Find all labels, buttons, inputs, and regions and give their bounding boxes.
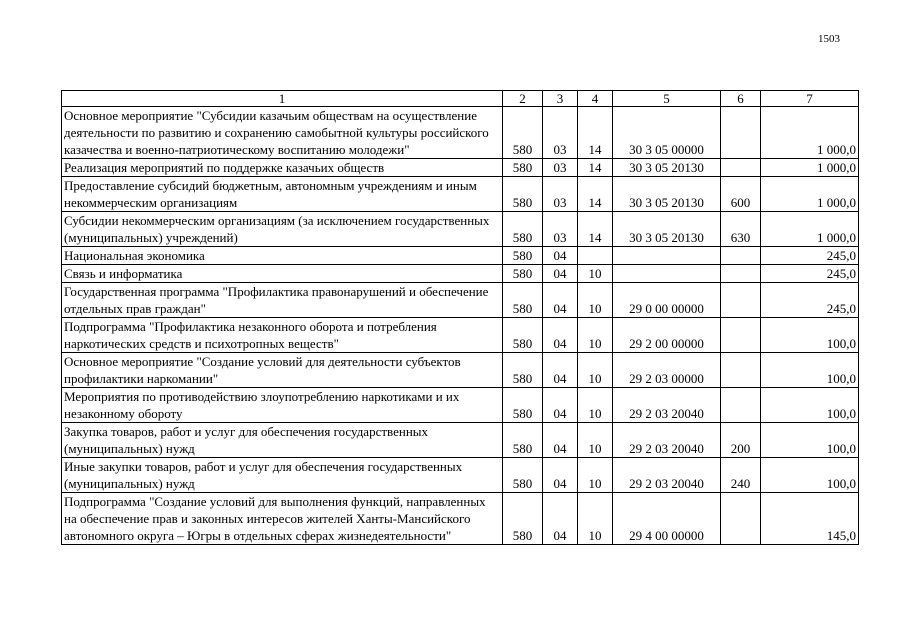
subsection-code: 14: [578, 177, 613, 212]
column-header: 4: [578, 91, 613, 107]
expense-type-code: [721, 107, 761, 159]
amount: 1 000,0: [761, 177, 859, 212]
expense-type-code: [721, 247, 761, 265]
target-article-code: 29 2 03 00000: [613, 353, 721, 388]
table-row: [62, 159, 859, 177]
ministry-code: 580: [503, 247, 543, 265]
section-code: 03: [543, 177, 578, 212]
column-header: 7: [761, 91, 859, 107]
column-header: 2: [503, 91, 543, 107]
table-body: [62, 107, 859, 545]
amount: 100,0: [761, 423, 859, 458]
target-article-code: 30 3 05 20130: [613, 177, 721, 212]
column-header: 1: [62, 91, 503, 107]
table-row: [62, 265, 859, 283]
ministry-code: 580: [503, 107, 543, 159]
ministry-code: 580: [503, 283, 543, 318]
target-article-code: 29 2 03 20040: [613, 458, 721, 493]
row-name: Подпрограмма "Создание условий для выполнения функций, направленных на обеспечение прав и законных интересов жителей Ханты-Мансийского автономного округа – Югры в отдельных сферах жизнедеятельности": [62, 493, 503, 545]
amount: 1 000,0: [761, 212, 859, 247]
row-name: Государственная программа "Профилактика правонарушений и обеспечение отдельных прав граждан": [62, 283, 503, 318]
row-name: Закупка товаров, работ и услуг для обеспечения государственных (муниципальных) нужд: [62, 423, 503, 458]
subsection-code: 10: [578, 493, 613, 545]
row-name: Мероприятия по противодействию злоупотреблению наркотиками и их незаконному обороту: [62, 388, 503, 423]
expense-type-code: [721, 388, 761, 423]
row-name: Реализация мероприятий по поддержке казачьих обществ: [62, 159, 503, 177]
subsection-code: 14: [578, 212, 613, 247]
amount: 245,0: [761, 283, 859, 318]
ministry-code: 580: [503, 318, 543, 353]
section-code: 03: [543, 212, 578, 247]
ministry-code: 580: [503, 458, 543, 493]
table-row: [62, 283, 859, 318]
table-row: [62, 423, 859, 458]
table-row: [62, 318, 859, 353]
section-code: 04: [543, 388, 578, 423]
target-article-code: 30 3 05 00000: [613, 107, 721, 159]
ministry-code: 580: [503, 353, 543, 388]
subsection-code: 10: [578, 265, 613, 283]
amount: 245,0: [761, 265, 859, 283]
amount: 100,0: [761, 388, 859, 423]
table-row: [62, 247, 859, 265]
subsection-code: 10: [578, 353, 613, 388]
row-name: Подпрограмма "Профилактика незаконного оборота и потребления наркотических средств и психотропных веществ": [62, 318, 503, 353]
table-row: [62, 388, 859, 423]
target-article-code: [613, 265, 721, 283]
section-code: 03: [543, 107, 578, 159]
section-code: 03: [543, 159, 578, 177]
row-name: Связь и информатика: [62, 265, 503, 283]
amount: 145,0: [761, 493, 859, 545]
subsection-code: 10: [578, 318, 613, 353]
target-article-code: 29 2 03 20040: [613, 388, 721, 423]
ministry-code: 580: [503, 388, 543, 423]
section-code: 04: [543, 423, 578, 458]
amount: 1 000,0: [761, 107, 859, 159]
column-header: 5: [613, 91, 721, 107]
expense-type-code: [721, 265, 761, 283]
expense-type-code: [721, 493, 761, 545]
section-code: 04: [543, 318, 578, 353]
section-code: 04: [543, 247, 578, 265]
ministry-code: 580: [503, 493, 543, 545]
section-code: 04: [543, 283, 578, 318]
row-name: Основное мероприятие "Создание условий для деятельности субъектов профилактики наркомании": [62, 353, 503, 388]
ministry-code: 580: [503, 159, 543, 177]
subsection-code: 14: [578, 159, 613, 177]
amount: 100,0: [761, 318, 859, 353]
subsection-code: 14: [578, 107, 613, 159]
table-row: [62, 177, 859, 212]
row-name: Основное мероприятие "Субсидии казачьим обществам на осуществление деятельности по развитию и сохранению самобытной культуры российского казачества и военно-патриотическому воспитанию молодежи": [62, 107, 503, 159]
subsection-code: 10: [578, 283, 613, 318]
table-row: [62, 458, 859, 493]
target-article-code: 29 2 00 00000: [613, 318, 721, 353]
expense-type-code: [721, 318, 761, 353]
expense-type-code: [721, 283, 761, 318]
row-name: Иные закупки товаров, работ и услуг для обеспечения государственных (муниципальных) нужд: [62, 458, 503, 493]
target-article-code: 30 3 05 20130: [613, 159, 721, 177]
row-name: Национальная экономика: [62, 247, 503, 265]
expense-type-code: 600: [721, 177, 761, 212]
subsection-code: 10: [578, 458, 613, 493]
expense-type-code: 240: [721, 458, 761, 493]
ministry-code: 580: [503, 177, 543, 212]
section-code: 04: [543, 458, 578, 493]
page-number: 1503: [818, 33, 840, 45]
ministry-code: 580: [503, 265, 543, 283]
row-name: Предоставление субсидий бюджетным, автономным учреждениям и иным некоммерческим организациям: [62, 177, 503, 212]
target-article-code: 29 0 00 00000: [613, 283, 721, 318]
subsection-code: 10: [578, 423, 613, 458]
amount: 100,0: [761, 353, 859, 388]
subsection-code: [578, 247, 613, 265]
table-row: [62, 493, 859, 545]
expense-type-code: 200: [721, 423, 761, 458]
amount: 100,0: [761, 458, 859, 493]
section-code: 04: [543, 493, 578, 545]
header-row: [62, 91, 859, 107]
row-name: Субсидии некоммерческим организациям (за исключением государственных (муниципальных) учреждений): [62, 212, 503, 247]
table-row: [62, 212, 859, 247]
amount: 1 000,0: [761, 159, 859, 177]
expense-type-code: [721, 159, 761, 177]
ministry-code: 580: [503, 423, 543, 458]
target-article-code: [613, 247, 721, 265]
subsection-code: 10: [578, 388, 613, 423]
target-article-code: 29 4 00 00000: [613, 493, 721, 545]
target-article-code: 29 2 03 20040: [613, 423, 721, 458]
expense-type-code: 630: [721, 212, 761, 247]
target-article-code: 30 3 05 20130: [613, 212, 721, 247]
section-code: 04: [543, 265, 578, 283]
budget-table: [61, 90, 859, 545]
expense-type-code: [721, 353, 761, 388]
amount: 245,0: [761, 247, 859, 265]
table-row: [62, 107, 859, 159]
column-header: 3: [543, 91, 578, 107]
section-code: 04: [543, 353, 578, 388]
column-header: 6: [721, 91, 761, 107]
ministry-code: 580: [503, 212, 543, 247]
table-row: [62, 353, 859, 388]
